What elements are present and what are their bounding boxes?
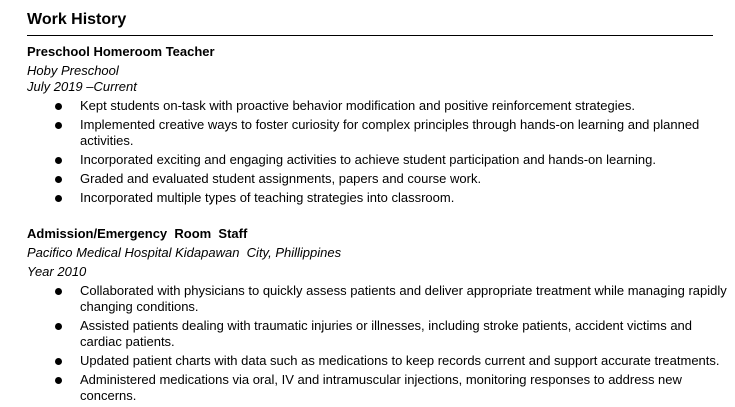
job-dates: Year 2010 [27,264,87,279]
duty-text: Incorporated multiple types of teaching strategies into classroom. [80,190,455,205]
bullet-icon [55,358,62,365]
list-item [27,117,727,149]
bullet-icon [55,288,62,295]
duty-text: Implemented creative ways to foster curiosity for complex principles through hands-on learning and planned activities. [80,117,700,148]
list-item [27,353,727,369]
job-employer: Pacifico Medical Hospital Kidapawan City, Phillippines [27,245,342,260]
duty-text: Updated patient charts with data such as medications to keep records current and support accurate treatments. [80,353,720,368]
job-title: Admission/Emergency Room Staff [27,226,248,241]
job-duties-list [27,283,727,404]
duty-text: Graded and evaluated student assignments, papers and course work. [80,171,482,186]
job-employer: Hoby Preschool [27,63,119,78]
job-title: Preschool Homeroom Teacher [27,44,215,59]
duty-text: Incorporated exciting and engaging activities to achieve student participation and hands-on learning. [80,152,656,167]
section-divider [27,35,713,36]
job-duties-list [27,98,727,206]
bullet-icon [55,176,62,183]
duty-text: Administered medications via oral, IV and intramuscular injections, monitoring responses to address new concerns. [80,372,682,403]
list-item [27,318,727,350]
list-item [27,152,727,168]
bullet-icon [55,157,62,164]
job-dates: July 2019 –Current [27,79,137,94]
job-entry-preschool-teacher [27,44,727,209]
bullet-icon [55,377,62,384]
job-entry-emergency-room-staff [27,226,727,407]
bullet-icon [55,195,62,202]
list-item [27,98,727,114]
duty-text: Kept students on-task with proactive behavior modification and positive reinforcement strategies. [80,98,635,113]
duty-text: Assisted patients dealing with traumatic injuries or illnesses, including stroke patients, accident victims and cardiac patients. [80,318,693,349]
bullet-icon [55,323,62,330]
duty-text: Collaborated with physicians to quickly assess patients and deliver appropriate treatment while managing rapidly changing conditions. [80,283,727,314]
list-item [27,372,727,404]
list-item [27,283,727,315]
section-title: Work History [27,11,127,28]
bullet-icon [55,103,62,110]
bullet-icon [55,122,62,129]
list-item [27,190,727,206]
list-item [27,171,727,187]
